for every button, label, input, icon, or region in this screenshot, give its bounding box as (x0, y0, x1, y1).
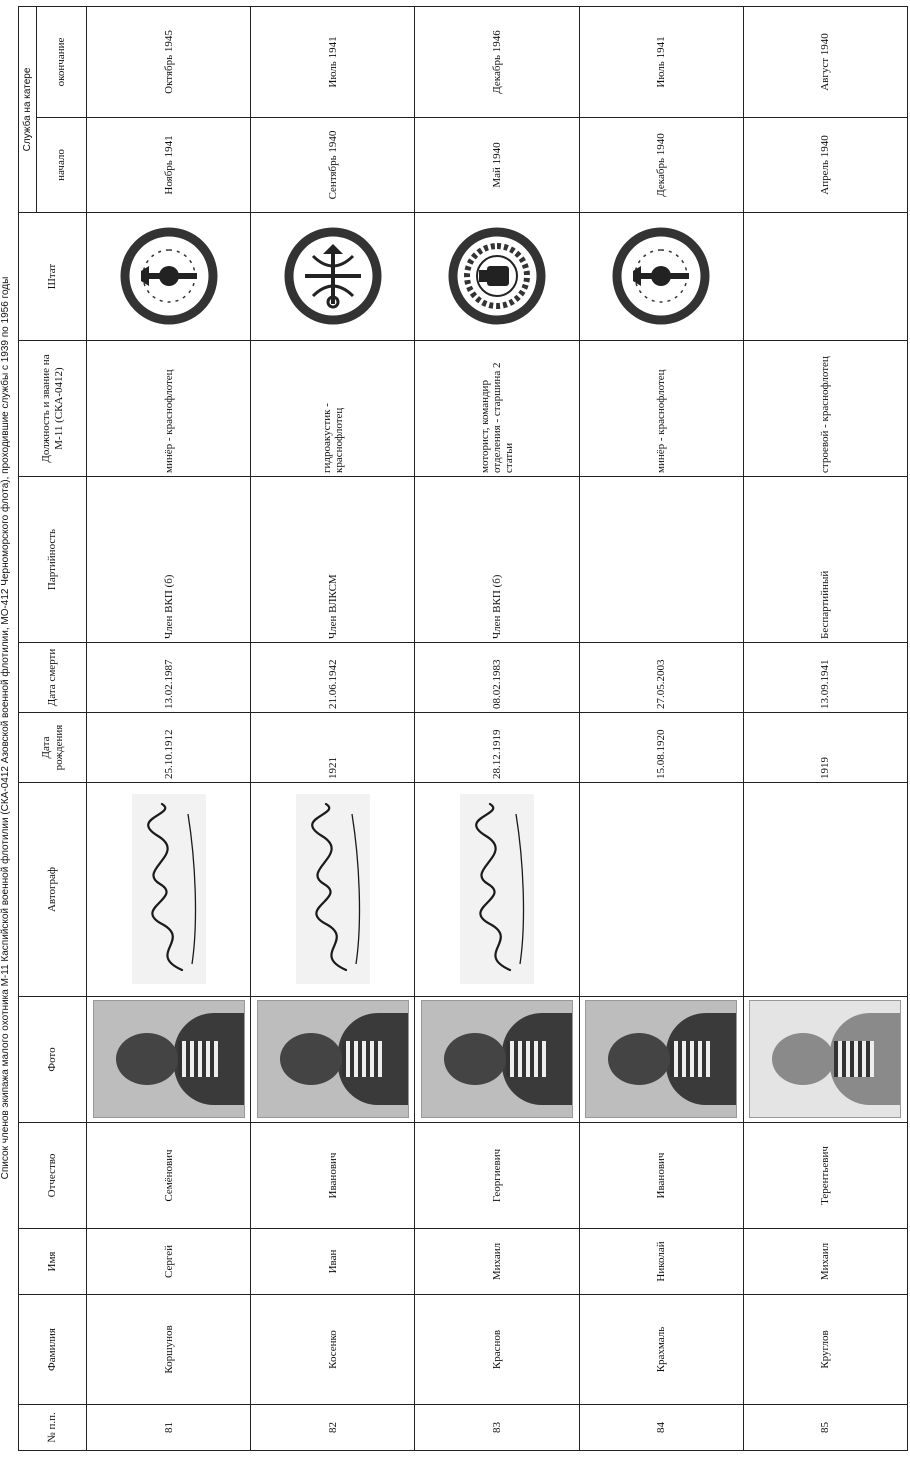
portrait-photo (585, 1001, 737, 1119)
position-cell: гидроакустик - краснофлотец (251, 341, 415, 477)
motor-emblem-icon (447, 227, 547, 327)
header-end: окончание (37, 6, 87, 117)
header-service: Служба на катере (19, 6, 37, 212)
service-start-cell: Сентябрь 1940 (251, 118, 415, 213)
service-end-cell: Август 1940 (743, 6, 907, 117)
header-patronymic: Отчество (19, 1123, 87, 1229)
photo-cell (415, 997, 579, 1123)
name-cell: Михаил (415, 1229, 579, 1295)
header-staff: Штат (19, 213, 87, 341)
table-row (579, 6, 743, 1450)
service-end-cell: Декабрь 1946 (415, 6, 579, 117)
party-cell: Член ВКП (б) (87, 477, 251, 643)
table-row (743, 6, 907, 1450)
row-number: 85 (743, 1405, 907, 1451)
signature-image (132, 795, 206, 985)
staff-emblem-cell (251, 213, 415, 341)
patronymic-cell: Иванович (251, 1123, 415, 1229)
table-row (251, 6, 415, 1450)
crew-table-body (87, 6, 908, 1450)
party-cell: Член ВЛКСМ (251, 477, 415, 643)
death-date-cell: 21.06.1942 (251, 643, 415, 713)
death-date-cell: 27.05.2003 (579, 643, 743, 713)
portrait-photo (93, 1001, 245, 1119)
row-number: 83 (415, 1405, 579, 1451)
patronymic-cell: Георгиевич (415, 1123, 579, 1229)
header-birth: Дата рождения (19, 713, 87, 783)
surname-cell: Краснов (415, 1295, 579, 1405)
position-cell: минёр - краснофлотец (87, 341, 251, 477)
service-start-cell: Ноябрь 1941 (87, 118, 251, 213)
party-cell: Беспартийный (743, 477, 907, 643)
staff-emblem-cell (579, 213, 743, 341)
autograph-cell (251, 783, 415, 997)
birth-date-cell: 15.08.1920 (579, 713, 743, 783)
surname-cell: Крахмаль (579, 1295, 743, 1405)
row-number: 82 (251, 1405, 415, 1451)
service-start-cell: Апрель 1940 (743, 118, 907, 213)
position-cell: минёр - краснофлотец (579, 341, 743, 477)
header-death: Дата смерти (19, 643, 87, 713)
service-start-cell: Май 1940 (415, 118, 579, 213)
autograph-cell (87, 783, 251, 997)
table-stage (18, 7, 908, 1451)
row-number: 81 (87, 1405, 251, 1451)
table-row (87, 6, 251, 1450)
placeholder-silhouette-photo (749, 1001, 901, 1119)
header-start: начало (37, 118, 87, 213)
portrait-photo (421, 1001, 573, 1119)
table-caption: Список членов экипажа малого охотника М-11 Каспийской военной флотилии (СКА-0412 Азовской военной флотилии, МО-412 Черноморского флота), проходившие службы с 1939 по 1956 годы (0, 276, 11, 1180)
signature-image (296, 795, 370, 985)
birth-date-cell: 28.12.1919 (415, 713, 579, 783)
crew-table (18, 6, 908, 1451)
name-cell: Николай (579, 1229, 743, 1295)
header-photo: Фото (19, 997, 87, 1123)
surname-cell: Коршунов (87, 1295, 251, 1405)
photo-cell (251, 997, 415, 1123)
header-party: Партийность (19, 477, 87, 643)
mine-emblem-icon (611, 227, 711, 327)
surname-cell: Косенко (251, 1295, 415, 1405)
name-cell: Сергей (87, 1229, 251, 1295)
header-row-top (19, 6, 37, 1450)
patronymic-cell: Иванович (579, 1123, 743, 1229)
signature-image (460, 795, 534, 985)
autograph-cell (743, 783, 907, 997)
birth-date-cell: 25.10.1912 (87, 713, 251, 783)
sonar-emblem-icon (283, 227, 383, 327)
service-end-cell: Июль 1941 (251, 6, 415, 117)
staff-emblem-cell (743, 213, 907, 341)
portrait-photo (257, 1001, 409, 1119)
photo-cell (579, 997, 743, 1123)
name-cell: Михаил (743, 1229, 907, 1295)
table-row (415, 6, 579, 1450)
mine-emblem-icon (119, 227, 219, 327)
surname-cell: Круглов (743, 1295, 907, 1405)
header-surname: Фамилия (19, 1295, 87, 1405)
staff-emblem-cell (87, 213, 251, 341)
patronymic-cell: Терентьевич (743, 1123, 907, 1229)
death-date-cell: 13.02.1987 (87, 643, 251, 713)
service-end-cell: Июль 1941 (579, 6, 743, 117)
service-end-cell: Октябрь 1945 (87, 6, 251, 117)
autograph-cell (415, 783, 579, 997)
death-date-cell: 13.09.1941 (743, 643, 907, 713)
header-name: Имя (19, 1229, 87, 1295)
header-autograph: Автограф (19, 783, 87, 997)
staff-emblem-cell (415, 213, 579, 341)
header-num: № п.п. (19, 1405, 87, 1451)
death-date-cell: 08.02.1983 (415, 643, 579, 713)
autograph-cell (579, 783, 743, 997)
name-cell: Иван (251, 1229, 415, 1295)
header-position: Должность и звание на М-11 (СКА-0412) (19, 341, 87, 477)
service-start-cell: Декабрь 1940 (579, 118, 743, 213)
position-cell: строевой - краснофлотец (743, 341, 907, 477)
crew-table-sheet (18, 7, 908, 1451)
position-cell: моторист, командир отделения - старшина 2 статьи (415, 341, 579, 477)
photo-cell (87, 997, 251, 1123)
row-number: 84 (579, 1405, 743, 1451)
patronymic-cell: Семёнович (87, 1123, 251, 1229)
party-cell (579, 477, 743, 643)
birth-date-cell: 1921 (251, 713, 415, 783)
party-cell: Член ВКП (б) (415, 477, 579, 643)
photo-cell (743, 997, 907, 1123)
birth-date-cell: 1919 (743, 713, 907, 783)
